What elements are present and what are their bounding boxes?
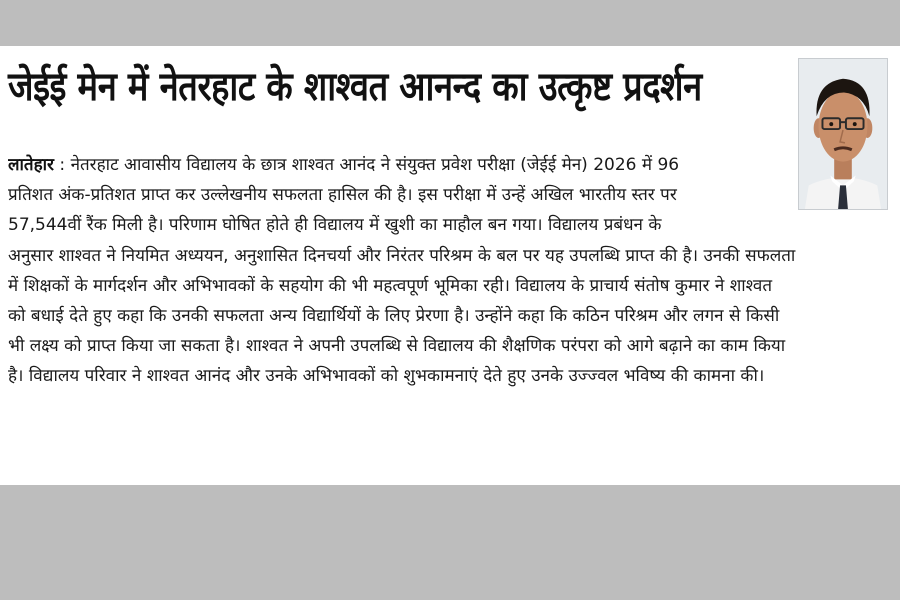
article-line: भी लक्ष्य को प्राप्त किया जा सकता है। शाश्वत ने अपनी उपलब्धि से विद्यालय की शैक्षणिक परंपरा को आगे बढ़ाने का काम किया <box>8 336 786 357</box>
article-line: 57,544वीं रैंक मिली है। परिणाम घोषित होते ही विद्यालय में खुशी का माहौल बन गया। विद्यालय प्रबंधन के <box>8 215 662 236</box>
dateline-separator: : <box>54 155 71 175</box>
newspaper-clipping <box>0 46 900 485</box>
article-body <box>8 150 888 392</box>
article-line: में शिक्षकों के मार्गदर्शन और अभिभावकों के सहयोग की भी महत्वपूर्ण भूमिका रही। विद्यालय के प्राचार्य संतोष कुमार ने शाश्वत <box>8 275 773 296</box>
article-line: लातेहार : नेतरहाट आवासीय विद्यालय के छात्र शाश्वत आनंद ने संयुक्त प्रवेश परीक्षा (जेईई मेन) 2026 में 96 <box>8 155 680 175</box>
article-line: को बधाई देते हुए कहा कि उनकी सफलता अन्य विद्यार्थियों के लिए प्रेरणा है। उन्होंने कहा कि कठिन परिश्रम और लगन से किसी <box>8 306 780 327</box>
dateline: लातेहार <box>8 155 55 175</box>
article-line: अनुसार शाश्वत ने नियमित अध्ययन, अनुशासित दिनचर्या और निरंतर परिश्रम के बल पर यह उपलब्धि प्राप्त की है। उनकी सफलता <box>8 245 796 266</box>
article-line: प्रतिशत अंक-प्रतिशत प्राप्त कर उल्लेखनीय सफलता हासिल की है। इस परीक्षा में उन्हें अखिल भारतीय स्तर पर <box>8 185 677 206</box>
article-line: है। विद्यालय परिवार ने शाश्वत आनंद और उनके अभिभावकों को शुभकामनाएं देते हुए उनके उज्ज्वल भविष्य की कामना की। <box>8 366 765 387</box>
headline: जेईई मेन में नेतरहाट के शाश्वत आनन्द का उत्कृष्ट प्रदर्शन <box>8 64 702 110</box>
